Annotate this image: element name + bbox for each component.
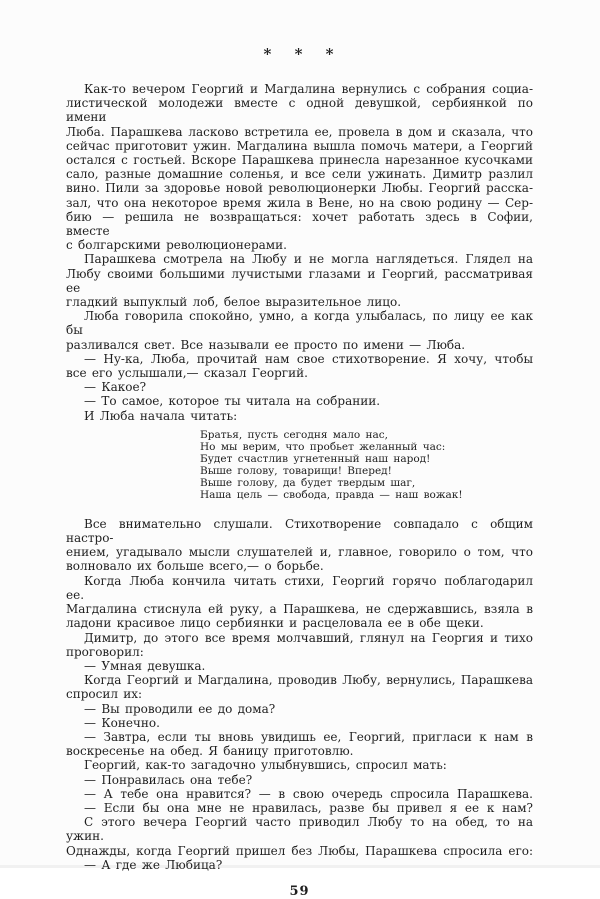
poem-line: Выше голову, да будет твердым шаг, [200,476,416,489]
text-line: Когда Георгий и Магдалина, проводив Любу, вернулись, Парашкева [84,673,533,688]
text-line: Однажды, когда Георгий пришел без Любы, Парашкева спросила его: [66,843,533,858]
text-line: Все внимательно слушали. Стихотворение совпадало с общим настро- [66,516,533,546]
text-line: — Завтра, если ты вновь увидишь ее, Георгий, пригласи к нам в [84,729,533,744]
text-block [66,82,533,872]
text-line: ладони красивое лицо сербиянки и расцеловала ее в обе щеки. [66,616,484,631]
poem-line: Будет счастлив угнетенный наш народ! [200,452,431,465]
text-line: — Умная девушка. [84,658,206,673]
text-line: — То самое, которое ты читала на собрании. [84,394,381,409]
text-line: разливался свет. Все называли ее просто по имени — Люба. [66,337,466,352]
text-line: — Какое? [84,380,147,395]
poem-line: Выше голову, товарищи! Вперед! [200,464,392,477]
text-line: все его услышали,— сказал Георгий. [66,366,308,381]
text-line: Как-то вечером Георгий и Магдалина вернулись с собрания социа- [84,82,533,96]
text-line: зал, что она некоторое время жила в Вене, но на свою родину — Сер- [66,195,533,210]
poem-line: Братья, пусть сегодня мало нас, [200,428,389,441]
text-line: — Вы проводили ее до дома? [84,701,276,716]
text-line: Люба говорила спокойно, умно, а когда улыбалась, по лицу ее как бы [66,309,533,338]
text-line: Люба. Парашкева ласково встретила ее, провела в дом и сказала, что [66,124,533,139]
poem-line: Наша цель — свобода, правда — наш вожак! [200,488,463,501]
poem-line: Но мы верим, что пробьет желанный час: [200,440,446,453]
text-line: вино. Пили за здоровье новой революционерки Любы. Георгий расска- [66,181,533,196]
section-separator: * * * [263,45,336,63]
text-line: сало, разные домашние соленья, и все сели ужинать. Димитр разлил [66,167,533,182]
text-line: — А тебе она нравится? — в свою очередь спросила Парашкева. [84,786,533,801]
text-line: Любу своими большими лучистыми глазами и Георгий, рассматривая ее [66,266,533,295]
text-line: волновало их больше всего,— о борьбе. [66,559,324,574]
text-line: — Конечно. [84,715,160,730]
text-line: — Если бы она мне не нравилась, разве бы привел я ее к нам? [84,800,533,815]
text-line: Георгий, как-то загадочно улыбнувшись, спросил мать: [84,758,447,773]
text-line: воскресенье на обед. Я баницу приготовлю. [66,744,354,759]
page-number: 59 [289,883,310,899]
text-line: С этого вечера Георгий часто приводил Любу то на обед, то на ужин. [66,815,533,844]
text-line: Димитр, до этого все время молчавший, глянул на Георгия и тихо [84,630,533,645]
text-line: спросил их: [66,687,143,702]
text-line: Парашкева смотрела на Любу и не могла наглядеться. Глядел на [84,252,533,267]
text-line: — А где же Любица? [84,857,223,872]
text-line: Магдалина стиснула ей руку, а Парашкева, не сдержавшись, взяла в [66,602,533,617]
text-line: с болгарскими революционерами. [66,238,287,253]
text-line: — Ну-ка, Люба, прочитай нам свое стихотворение. Я хочу, чтобы [84,351,533,366]
text-line: остался с гостьей. Вскоре Парашкева принесла нарезанное кусочками [66,153,533,168]
text-line: гладкий выпуклый лоб, белое выразительное лицо. [66,295,402,310]
text-line: ением, угадывало мысли слушателей и, главное, говорило о том, что [66,545,533,560]
text-line: И Люба начала читать: [84,408,238,423]
text-line: бию — решила не возвращаться: хочет работать здесь в Софии, вместе [66,209,533,239]
text-line: Когда Люба кончила читать стихи, Георгий горячо поблагодарил ее. [66,573,533,602]
text-line: проговорил: [66,644,144,659]
text-line: сейчас приготовит ужин. Магдалина вышла помочь матери, а Георгий [66,138,533,153]
text-line: — Понравилась она тебе? [84,772,253,787]
text-line: листической молодежи вместе с одной девушкой, сербиянкой по имени [66,96,533,125]
